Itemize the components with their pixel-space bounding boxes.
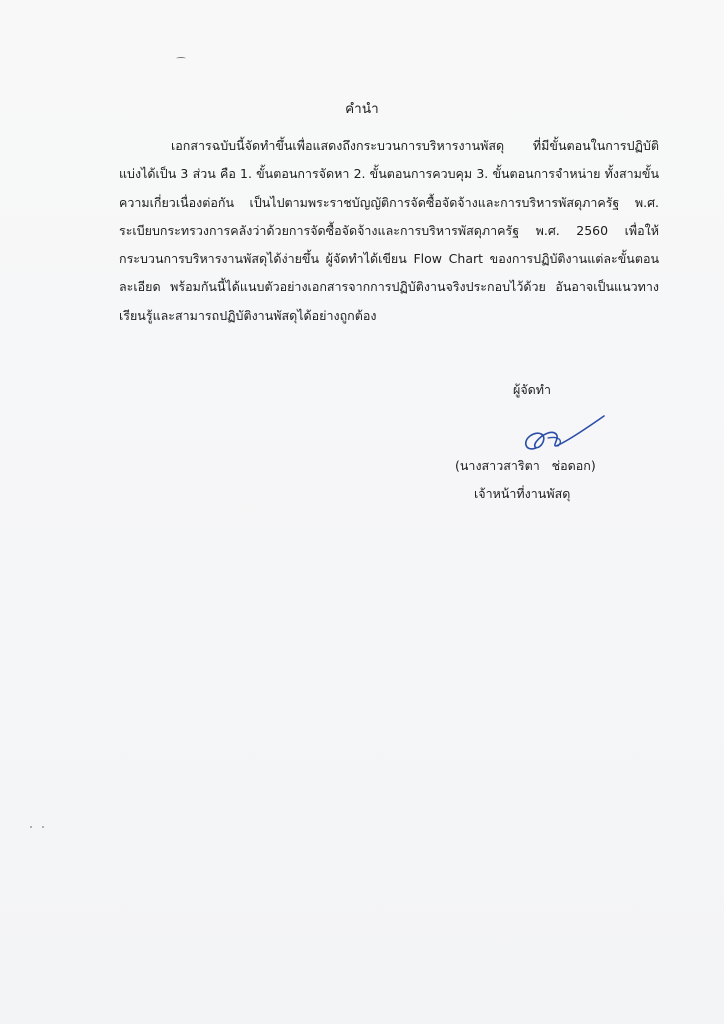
- body-paragraph: [119, 132, 659, 330]
- signer-position: เจ้าหน้าที่งานพัสดุ: [474, 486, 571, 501]
- body-line: ละเอียด พร้อมกันนี้ได้แนบตัวอย่างเอกสารจากการปฏิบัติงานจริงประกอบไว้ด้วย อันอาจเป็นแนวทาง: [119, 279, 659, 295]
- signoff-label: ผู้จัดทำ: [513, 382, 552, 397]
- scan-mark: [176, 57, 186, 60]
- body-line: เอกสารฉบับนี้จัดทำขึ้นเพื่อแสดงถึงกระบวนการบริหารงานพัสดุ ที่มีขั้นตอนในการปฏิบัติ: [171, 138, 659, 153]
- document-title: คำนำ: [345, 101, 379, 117]
- body-line: กระบวนการบริหารงานพัสดุได้ง่ายขึ้น ผู้จัดทำได้เขียน Flow Chart ของการปฏิบัติงานแต่ละขั้นตอน: [119, 251, 659, 267]
- body-line: ระเบียบกระทรวงการคลังว่าด้วยการจัดซื้อจัดจ้างและการบริหารพัสดุภาครัฐ พ.ศ. 2560 เพื่อให้: [119, 222, 659, 238]
- scan-dot: [30, 826, 32, 828]
- body-line: เรียนรู้และสามารถปฏิบัติงานพัสดุได้อย่างถูกต้อง: [119, 307, 377, 323]
- signer-name: (นางสาวสาริตา ช่อดอก): [455, 458, 596, 473]
- handwritten-signature: [518, 412, 610, 456]
- body-line: ความเกี่ยวเนื่องต่อกัน เป็นไปตามพระราชบัญญัติการจัดซื้อจัดจ้างและการบริหารพัสดุภาครัฐ พ.ศ.: [119, 194, 659, 210]
- body-line: แบ่งได้เป็น 3 ส่วน คือ 1. ขั้นตอนการจัดหา 2. ขั้นตอนการควบคุม 3. ขั้นตอนการจำหน่าย ทั้งสามขั้น: [119, 166, 659, 182]
- scan-dot: [42, 826, 44, 828]
